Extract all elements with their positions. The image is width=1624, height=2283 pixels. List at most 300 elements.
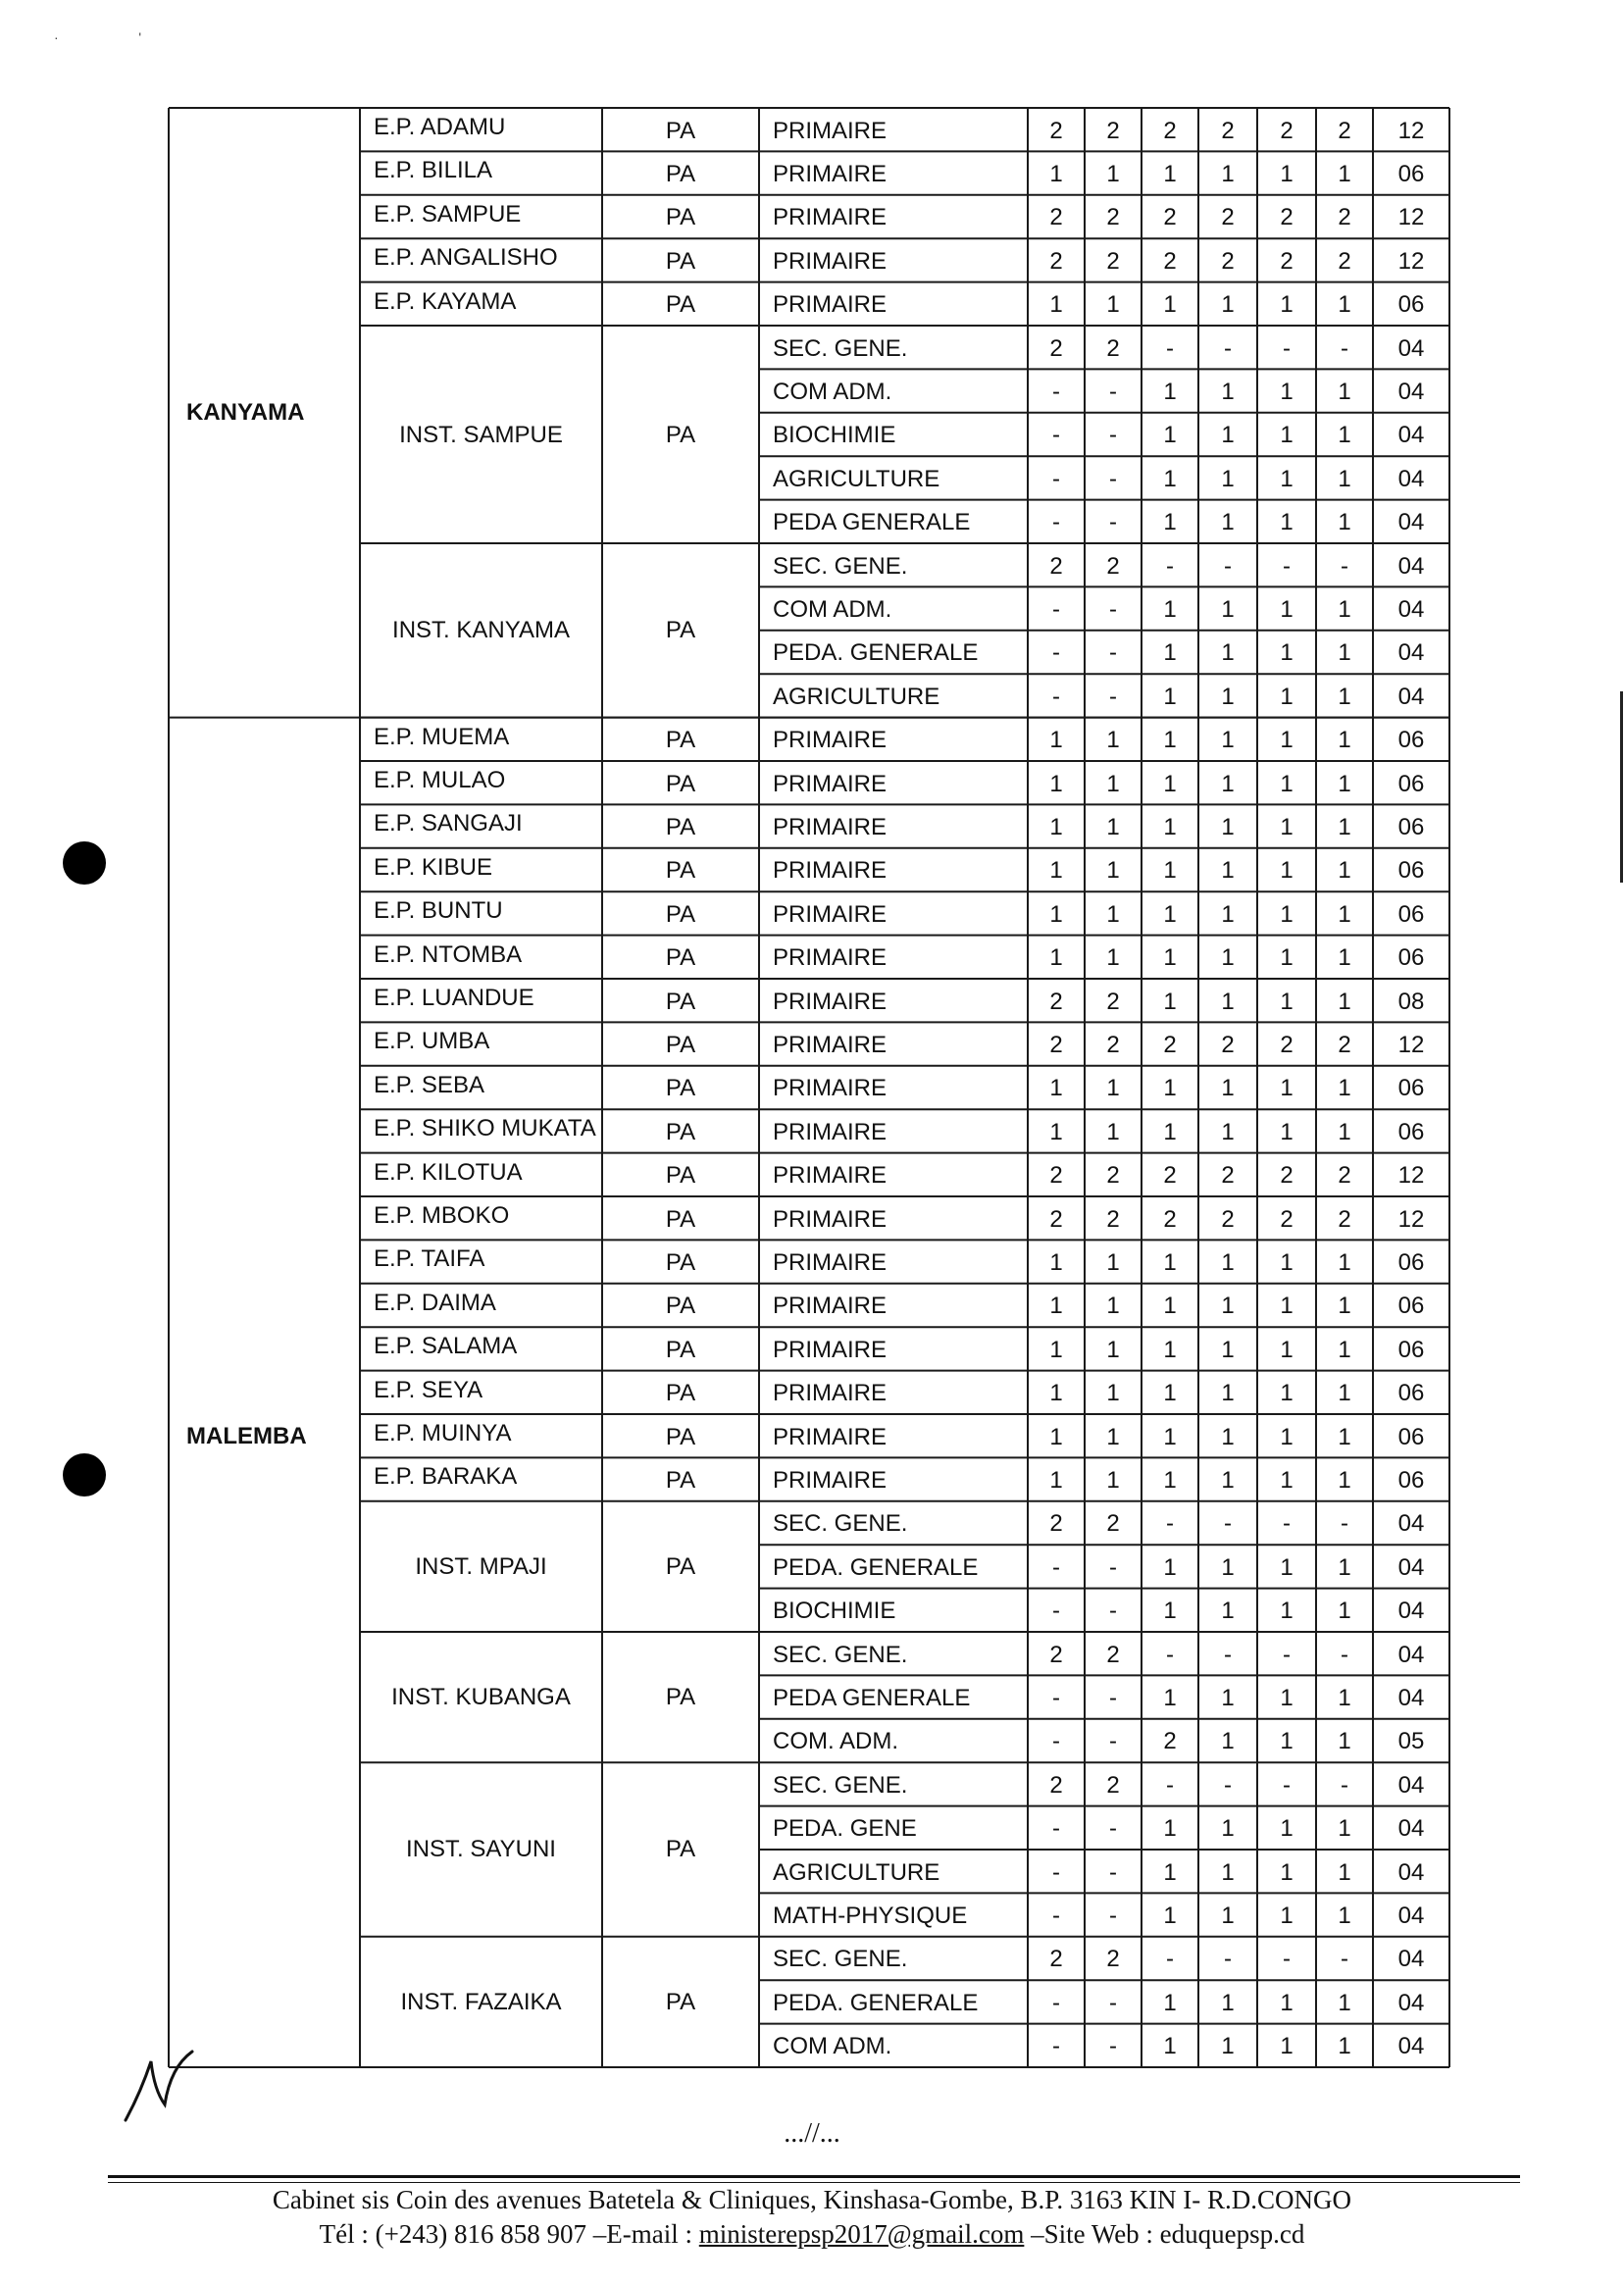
class-1-count	[1028, 240, 1085, 281]
class-1-count	[1028, 763, 1085, 804]
class-4-count	[1198, 1155, 1257, 1196]
class-1-count	[1028, 981, 1085, 1022]
class-3-count-text: 1	[1163, 944, 1177, 972]
class-4-count-text: 1	[1221, 1423, 1235, 1450]
regime-text: PA	[665, 1162, 696, 1190]
class-1-count	[1028, 1939, 1085, 1980]
regime-text: PA	[665, 247, 696, 275]
total-text: 04	[1397, 1685, 1425, 1712]
class-2-count	[1085, 1764, 1142, 1805]
option-text: PRIMAIRE	[773, 1118, 888, 1145]
total	[1373, 1242, 1449, 1283]
class-4-count	[1198, 1068, 1257, 1109]
total	[1373, 633, 1449, 674]
total-text: 06	[1397, 1118, 1425, 1145]
institute-regime-text: PA	[665, 1988, 696, 2015]
class-5-count-text: 1	[1280, 727, 1294, 754]
class-1-count	[1028, 371, 1085, 412]
regime	[602, 1459, 759, 1500]
class-4-count	[1198, 110, 1257, 151]
total	[1373, 1721, 1449, 1762]
option	[759, 1677, 1028, 1718]
class-6-count-text: 1	[1338, 727, 1351, 754]
class-2-count-text: 2	[1106, 334, 1120, 362]
total	[1373, 1764, 1449, 1805]
class-6-count-text: 1	[1338, 1118, 1351, 1145]
class-4-count-text: 1	[1221, 1075, 1235, 1102]
school-name	[360, 720, 602, 761]
class-4-count	[1198, 1982, 1257, 2023]
page-continuation-marker: ...//...	[784, 2118, 840, 2149]
class-1-count	[1028, 1764, 1085, 1805]
option-text: PEDA. GENERALE	[773, 1553, 979, 1581]
class-4-count-text: 1	[1221, 1902, 1235, 1930]
class-1-count	[1028, 893, 1085, 935]
class-5-count	[1257, 1329, 1316, 1370]
class-6-count	[1316, 1591, 1373, 1632]
class-3-count-text: 2	[1163, 1162, 1177, 1190]
class-4-count-text: 1	[1221, 857, 1235, 885]
class-4-count	[1198, 1286, 1257, 1327]
class-1-count-text: 2	[1049, 1032, 1063, 1059]
class-1-count	[1028, 1982, 1085, 2023]
class-3-count-text: 1	[1163, 639, 1177, 667]
class-5-count-text: 1	[1280, 1815, 1294, 1843]
regime	[602, 110, 759, 151]
class-5-count	[1257, 1242, 1316, 1283]
class-6-count	[1316, 1634, 1373, 1675]
class-5-count-text: 1	[1280, 1336, 1294, 1363]
option	[759, 1852, 1028, 1893]
class-6-count	[1316, 371, 1373, 412]
class-4-count-text: 1	[1221, 1380, 1235, 1407]
class-4-count-text: 1	[1221, 639, 1235, 667]
class-1-count-text: 1	[1049, 1423, 1063, 1450]
regime-text: PA	[665, 1293, 696, 1320]
footer-rule-thin	[108, 2182, 1520, 2183]
class-5-count	[1257, 1111, 1316, 1152]
class-5-count	[1257, 720, 1316, 761]
class-4-count-text: 1	[1221, 422, 1235, 449]
class-2-count	[1085, 502, 1142, 543]
class-6-count-text: 2	[1338, 1032, 1351, 1059]
class-2-count-text: -	[1109, 1598, 1117, 1625]
class-4-count-text: 1	[1221, 379, 1235, 406]
class-2-count-text: -	[1109, 596, 1117, 624]
class-2-count	[1085, 371, 1142, 412]
institute-name-text: INST. FAZAIKA	[400, 1988, 562, 2015]
class-1-count	[1028, 1024, 1085, 1065]
institute-name-text: INST. KUBANGA	[391, 1684, 571, 1711]
class-3-count	[1142, 1808, 1198, 1850]
class-5-count-text: 1	[1280, 1989, 1294, 2016]
option-text: PRIMAIRE	[773, 727, 888, 754]
class-5-count	[1257, 545, 1316, 586]
class-5-count-text: -	[1283, 552, 1291, 580]
handwritten-initial	[118, 2040, 196, 2128]
school-name-text: E.P. KAYAMA	[374, 287, 517, 315]
class-6-count-text: 1	[1338, 422, 1351, 449]
option-text: PRIMAIRE	[773, 944, 888, 972]
class-6-count-text: 1	[1338, 1293, 1351, 1320]
school-name	[360, 1198, 602, 1240]
class-6-count	[1316, 1852, 1373, 1893]
class-2-count	[1085, 1895, 1142, 1936]
class-1-count-text: -	[1052, 1553, 1060, 1581]
class-3-count	[1142, 110, 1198, 151]
option	[759, 1547, 1028, 1588]
total-text: 04	[1397, 422, 1425, 449]
class-6-count	[1316, 588, 1373, 630]
option	[759, 1024, 1028, 1065]
option-text: PRIMAIRE	[773, 247, 888, 275]
class-6-count-text: 1	[1338, 1902, 1351, 1930]
class-1-count	[1028, 676, 1085, 717]
class-5-count	[1257, 2026, 1316, 2067]
class-4-count	[1198, 371, 1257, 412]
regime	[602, 763, 759, 804]
option-text: AGRICULTURE	[773, 465, 940, 492]
class-2-count-text: 2	[1106, 1946, 1120, 1973]
total-text: 12	[1397, 117, 1425, 144]
class-6-count-text: 1	[1338, 1467, 1351, 1495]
class-1-count	[1028, 720, 1085, 761]
regime-text: PA	[665, 291, 696, 319]
institute-regime	[602, 1501, 759, 1632]
regime	[602, 1329, 759, 1370]
school-name	[360, 893, 602, 935]
class-5-count-text: 1	[1280, 509, 1294, 536]
class-2-count	[1085, 545, 1142, 586]
class-4-count	[1198, 938, 1257, 979]
option	[759, 197, 1028, 238]
school-name-text: E.P. BILILA	[374, 157, 492, 184]
total	[1373, 1939, 1449, 1980]
class-4-count	[1198, 893, 1257, 935]
class-5-count-text: 1	[1280, 1380, 1294, 1407]
class-2-count	[1085, 1982, 1142, 2023]
class-1-count	[1028, 1808, 1085, 1850]
total-text: 12	[1397, 247, 1425, 275]
class-5-count-text: 1	[1280, 944, 1294, 972]
regime	[602, 720, 759, 761]
class-4-count-text: -	[1224, 1641, 1232, 1668]
class-1-count-text: 2	[1049, 1162, 1063, 1190]
option-text: COM ADM.	[773, 379, 892, 406]
option	[759, 1721, 1028, 1762]
class-6-count	[1316, 1068, 1373, 1109]
class-1-count	[1028, 458, 1085, 499]
class-2-count-text: 2	[1106, 1162, 1120, 1190]
class-4-count	[1198, 588, 1257, 630]
school-name	[360, 1155, 602, 1196]
class-2-count	[1085, 415, 1142, 456]
total-text: 04	[1397, 552, 1425, 580]
option	[759, 1111, 1028, 1152]
class-3-count-text: 1	[1163, 596, 1177, 624]
institute-name	[360, 1762, 602, 1937]
class-3-count	[1142, 2026, 1198, 2067]
class-3-count-text: 2	[1163, 117, 1177, 144]
class-2-count	[1085, 1373, 1142, 1414]
class-4-count	[1198, 1591, 1257, 1632]
regime	[602, 1155, 759, 1196]
scan-edge-mark	[1620, 691, 1623, 883]
class-5-count	[1257, 633, 1316, 674]
class-2-count-text: -	[1109, 1858, 1117, 1886]
class-2-count-text: 1	[1106, 814, 1120, 841]
total	[1373, 1198, 1449, 1240]
class-5-count	[1257, 806, 1316, 847]
total	[1373, 938, 1449, 979]
class-3-count-text: 1	[1163, 1685, 1177, 1712]
school-name	[360, 197, 602, 238]
class-6-count-text: 1	[1338, 770, 1351, 797]
class-5-count-text: 2	[1280, 204, 1294, 231]
class-6-count	[1316, 1198, 1373, 1240]
school-name-text: E.P. MULAO	[374, 767, 506, 793]
total	[1373, 850, 1449, 891]
class-1-count	[1028, 1068, 1085, 1109]
class-3-count	[1142, 676, 1198, 717]
class-1-count-text: 1	[1049, 1075, 1063, 1102]
class-6-count	[1316, 1677, 1373, 1718]
class-6-count	[1316, 633, 1373, 674]
footer-address: Cabinet sis Coin des avenues Batetela & Cliniques, Kinshasa-Gombe, B.P. 3163 KIN I- R.D.CONGO	[272, 2185, 1352, 2214]
class-6-count	[1316, 1547, 1373, 1588]
class-1-count-text: -	[1052, 596, 1060, 624]
class-2-count	[1085, 893, 1142, 935]
class-6-count-text: 1	[1338, 1380, 1351, 1407]
class-6-count-text: -	[1341, 1946, 1348, 1973]
class-1-count	[1028, 1852, 1085, 1893]
class-5-count-text: -	[1283, 1946, 1291, 1973]
class-1-count	[1028, 153, 1085, 194]
class-4-count-text: -	[1224, 552, 1232, 580]
total-text: 04	[1397, 379, 1425, 406]
class-5-count-text: 1	[1280, 291, 1294, 319]
total	[1373, 1111, 1449, 1152]
class-1-count-text: -	[1052, 1902, 1060, 1930]
class-3-count	[1142, 588, 1198, 630]
class-1-count-text: 1	[1049, 727, 1063, 754]
class-3-count-text: 1	[1163, 1553, 1177, 1581]
class-4-count-text: 1	[1221, 683, 1235, 710]
class-3-count	[1142, 284, 1198, 326]
class-2-count-text: -	[1109, 509, 1117, 536]
total	[1373, 1286, 1449, 1327]
regime	[602, 938, 759, 979]
class-6-count-text: -	[1341, 552, 1348, 580]
school-name	[360, 981, 602, 1022]
regime	[602, 284, 759, 326]
class-6-count-text: 1	[1338, 988, 1351, 1015]
class-5-count-text: 1	[1280, 2033, 1294, 2060]
class-3-count	[1142, 415, 1198, 456]
school-name	[360, 1286, 602, 1327]
class-6-count-text: 1	[1338, 2033, 1351, 2060]
class-2-count	[1085, 1242, 1142, 1283]
total	[1373, 1634, 1449, 1675]
class-3-count-text: -	[1166, 334, 1174, 362]
class-4-count-text: 1	[1221, 1858, 1235, 1886]
total	[1373, 676, 1449, 717]
class-4-count-text: 1	[1221, 814, 1235, 841]
class-5-count-text: 1	[1280, 1293, 1294, 1320]
class-3-count	[1142, 1634, 1198, 1675]
class-3-count-text: 2	[1163, 1205, 1177, 1233]
option	[759, 110, 1028, 151]
school-name	[360, 1242, 602, 1283]
class-5-count-text: 1	[1280, 770, 1294, 797]
institute-regime-text: PA	[665, 1684, 696, 1711]
class-3-count	[1142, 1373, 1198, 1414]
class-3-count-text: 1	[1163, 1380, 1177, 1407]
class-3-count-text: 1	[1163, 1598, 1177, 1625]
school-name-text: E.P. MBOKO	[374, 1202, 510, 1229]
class-6-count	[1316, 1416, 1373, 1457]
option-text: PRIMAIRE	[773, 1249, 888, 1277]
district-name-text: MALEMBA	[186, 1422, 307, 1449]
class-3-count-text: 1	[1163, 770, 1177, 797]
class-3-count-text: 1	[1163, 814, 1177, 841]
class-2-count	[1085, 2026, 1142, 2067]
school-name	[360, 1373, 602, 1414]
total-text: 04	[1397, 2033, 1425, 2060]
option	[759, 2026, 1028, 2067]
class-1-count	[1028, 110, 1085, 151]
class-3-count-text: 1	[1163, 683, 1177, 710]
total-text: 04	[1397, 683, 1425, 710]
total-text: 06	[1397, 1336, 1425, 1363]
class-2-count-text: 1	[1106, 291, 1120, 319]
option	[759, 371, 1028, 412]
total-text: 12	[1397, 1032, 1425, 1059]
total-text: 04	[1397, 639, 1425, 667]
total	[1373, 1459, 1449, 1500]
option-text: PEDA. GENERALE	[773, 1989, 979, 2016]
option	[759, 1503, 1028, 1545]
footer-email-link[interactable]: ministerepsp2017@gmail.com	[698, 2219, 1025, 2249]
class-4-count	[1198, 458, 1257, 499]
option	[759, 1591, 1028, 1632]
class-1-count-text: 1	[1049, 814, 1063, 841]
punch-hole-bottom	[63, 1453, 106, 1497]
class-3-count-text: 1	[1163, 1423, 1177, 1450]
class-6-count-text: 2	[1338, 247, 1351, 275]
class-3-count	[1142, 240, 1198, 281]
total	[1373, 720, 1449, 761]
class-1-count-text: -	[1052, 422, 1060, 449]
class-3-count	[1142, 1416, 1198, 1457]
total	[1373, 1416, 1449, 1457]
class-2-count-text: 1	[1106, 1380, 1120, 1407]
class-6-count	[1316, 110, 1373, 151]
regime-text: PA	[665, 1075, 696, 1102]
class-2-count	[1085, 1459, 1142, 1500]
regime	[602, 1068, 759, 1109]
option	[759, 1242, 1028, 1283]
class-3-count	[1142, 153, 1198, 194]
school-name-text: E.P. MUEMA	[374, 723, 510, 750]
class-3-count-text: 1	[1163, 857, 1177, 885]
class-6-count	[1316, 240, 1373, 281]
class-1-count-text: -	[1052, 683, 1060, 710]
class-1-count-text: 2	[1049, 1946, 1063, 1973]
class-6-count	[1316, 1503, 1373, 1545]
option	[759, 1895, 1028, 1936]
class-3-count	[1142, 371, 1198, 412]
class-6-count	[1316, 938, 1373, 979]
option-text: PRIMAIRE	[773, 988, 888, 1015]
class-1-count	[1028, 1111, 1085, 1152]
class-2-count	[1085, 1111, 1142, 1152]
class-3-count	[1142, 1068, 1198, 1109]
class-3-count	[1142, 1503, 1198, 1545]
class-2-count-text: 1	[1106, 1075, 1120, 1102]
class-5-count	[1257, 1459, 1316, 1500]
class-2-count	[1085, 1677, 1142, 1718]
class-2-count-text: -	[1109, 2033, 1117, 2060]
total-text: 06	[1397, 1249, 1425, 1277]
class-5-count-text: -	[1283, 334, 1291, 362]
class-3-count-text: -	[1166, 1771, 1174, 1799]
option-text: PRIMAIRE	[773, 1336, 888, 1363]
class-1-count-text: -	[1052, 465, 1060, 492]
class-1-count-text: 1	[1049, 857, 1063, 885]
school-name	[360, 1024, 602, 1065]
option-text: SEC. GENE.	[773, 1510, 908, 1538]
class-5-count-text: 1	[1280, 1423, 1294, 1450]
class-1-count-text: -	[1052, 1815, 1060, 1843]
total-text: 04	[1397, 465, 1425, 492]
class-2-count-text: 1	[1106, 770, 1120, 797]
class-3-count	[1142, 633, 1198, 674]
class-6-count	[1316, 1329, 1373, 1370]
class-3-count-text: 1	[1163, 291, 1177, 319]
class-2-count	[1085, 1286, 1142, 1327]
class-5-count	[1257, 1634, 1316, 1675]
regime	[602, 1416, 759, 1457]
class-2-count-text: -	[1109, 465, 1117, 492]
option-text: PRIMAIRE	[773, 1380, 888, 1407]
class-6-count-text: 1	[1338, 814, 1351, 841]
total	[1373, 328, 1449, 369]
school-name-text: E.P. TAIFA	[374, 1245, 485, 1273]
class-3-count-text: 1	[1163, 1249, 1177, 1277]
class-2-count-text: 1	[1106, 161, 1120, 188]
class-1-count-text: -	[1052, 379, 1060, 406]
class-5-count-text: -	[1283, 1771, 1291, 1799]
class-6-count-text: 1	[1338, 379, 1351, 406]
class-2-count	[1085, 328, 1142, 369]
class-4-count-text: 1	[1221, 1553, 1235, 1581]
class-3-count	[1142, 1459, 1198, 1500]
class-2-count	[1085, 110, 1142, 151]
class-5-count	[1257, 1198, 1316, 1240]
total-text: 08	[1397, 988, 1425, 1015]
class-6-count	[1316, 1024, 1373, 1065]
class-6-count-text: 1	[1338, 683, 1351, 710]
class-5-count-text: 1	[1280, 379, 1294, 406]
class-3-count-text: 1	[1163, 900, 1177, 928]
class-4-count-text: 2	[1221, 204, 1235, 231]
class-6-count-text: 2	[1338, 1162, 1351, 1190]
total	[1373, 893, 1449, 935]
class-6-count-text: 1	[1338, 1989, 1351, 2016]
class-4-count	[1198, 633, 1257, 674]
class-5-count-text: 1	[1280, 1118, 1294, 1145]
